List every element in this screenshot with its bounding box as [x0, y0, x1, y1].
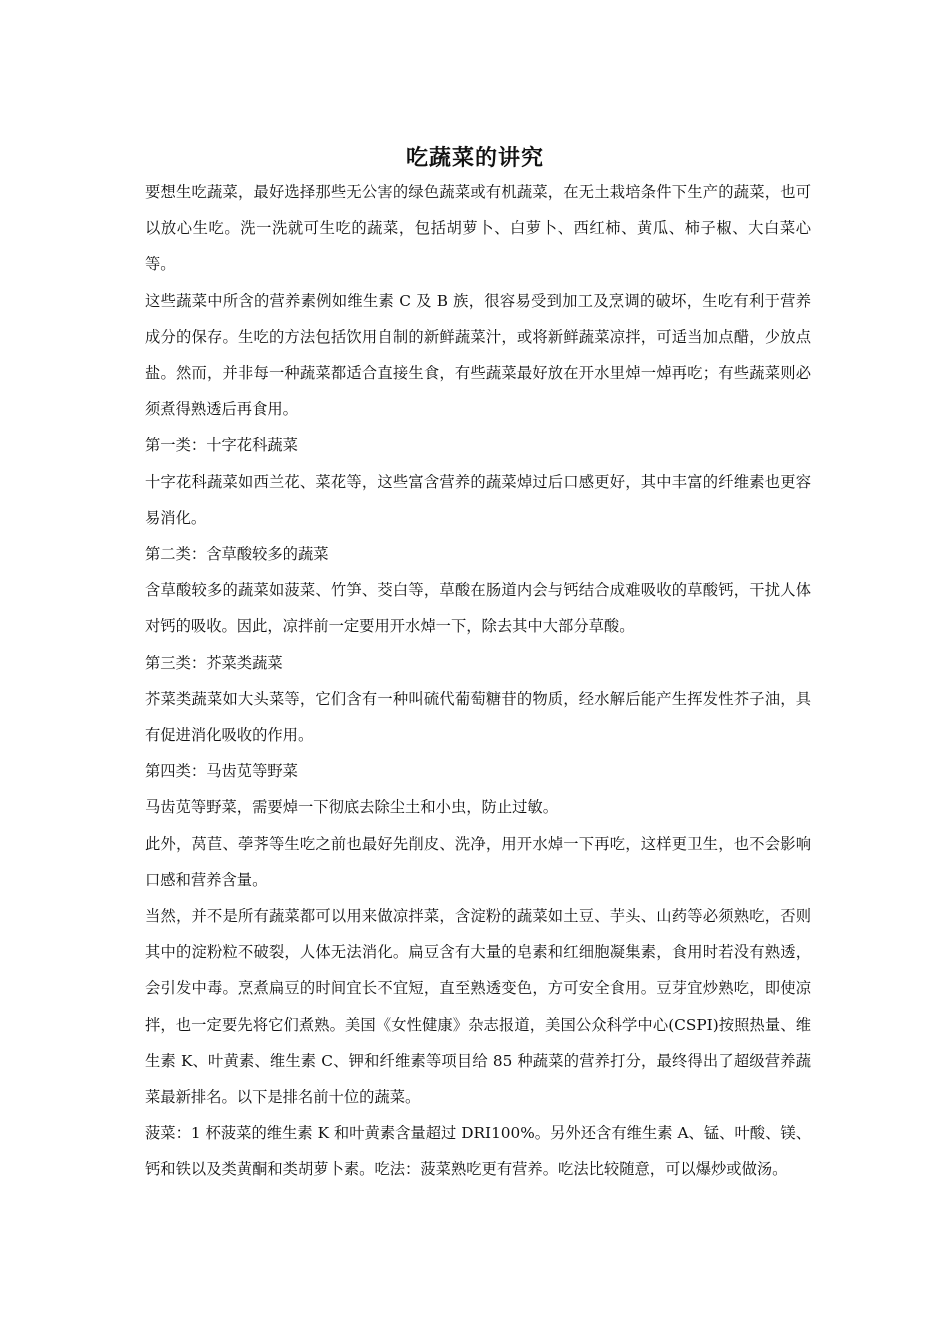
paragraph-cruciferous: 十字花科蔬菜如西兰花、菜花等，这些富含营养的蔬菜焯过后口感更好，其中丰富的纤维素也更容易消化。 — [145, 472, 811, 527]
paragraph-cooking: 当然，并不是所有蔬菜都可以用来做凉拌菜，含淀粉的蔬菜如土豆、芋头、山药等必须熟吃，否则其中的淀粉粒不破裂，人体无法消化。扁豆含有大量的皂素和红细胞凝集素，食用时若没有熟透，会引发中毒。烹煮扁豆的时间宜长不宜短，直至熟透变色，方可安全食用。豆芽宜炒熟吃，即使凉拌，也一定要先将它们煮熟。美国《女性健康》杂志报道，美国公众科学中心(CSPI)按照热量、维生素 K、叶黄素、维生素 C、钾和纤维素等项目给 85 种蔬菜的营养打分，最终得出了超级营养蔬菜最新排名。以下是排名前十位的蔬菜。 — [145, 907, 811, 1107]
paragraph-spinach: 菠菜：1 杯菠菜的维生素 K 和叶黄素含量超过 DRI100%。另外还含有维生素 A、锰、叶酸、镁、钙和铁以及类黄酮和类胡萝卜素。吃法：菠菜熟吃更有营养。吃法比较随意，可以爆炒或做汤。 — [145, 1124, 811, 1179]
paragraph-nutrients: 这些蔬菜中所含的营养素例如维生素 C 及 B 族，很容易受到加工及烹调的破坏，生吃有利于营养成分的保存。生吃的方法包括饮用自制的新鲜蔬菜汁，或将新鲜蔬菜凉拌，可适当加点醋，少放点盐。然而，并非每一种蔬菜都适合直接生食，有些蔬菜最好放在开水里焯一焯再吃；有些蔬菜则必须煮得熟透后再食用。 — [145, 291, 811, 419]
paragraph-wild-greens: 马齿苋等野菜，需要焯一下彻底去除尘土和小虫，防止过敏。 — [145, 798, 559, 817]
section-heading-2: 第二类：含草酸较多的蔬菜 — [145, 545, 329, 564]
paragraph-peeling: 此外，莴苣、荸荠等生吃之前也最好先削皮、洗净，用开水焯一下再吃，这样更卫生，也不会影响口感和营养含量。 — [145, 834, 811, 889]
section-heading-1: 第一类：十字花科蔬菜 — [145, 436, 298, 455]
paragraph-intro: 要想生吃蔬菜，最好选择那些无公害的绿色蔬菜或有机蔬菜，在无土栽培条件下生产的蔬菜，也可以放心生吃。洗一洗就可生吃的蔬菜，包括胡萝卜、白萝卜、西红柿、黄瓜、柿子椒、大白菜心等。 — [145, 183, 811, 274]
paragraph-mustard: 芥菜类蔬菜如大头菜等，它们含有一种叫硫代葡萄糖苷的物质，经水解后能产生挥发性芥子油，具有促进消化吸收的作用。 — [145, 689, 811, 745]
section-heading-3: 第三类：芥菜类蔬菜 — [145, 653, 283, 672]
paragraph-oxalic: 含草酸较多的蔬菜如菠菜、竹笋、茭白等，草酸在肠道内会与钙结合成难吸收的草酸钙，干扰人体对钙的吸收。因此，凉拌前一定要用开水焯一下，除去其中大部分草酸。 — [145, 581, 811, 636]
article-body — [145, 174, 811, 1188]
page-title: 吃蔬菜的讲究 — [405, 145, 544, 171]
section-heading-4: 第四类：马齿苋等野菜 — [145, 762, 298, 781]
